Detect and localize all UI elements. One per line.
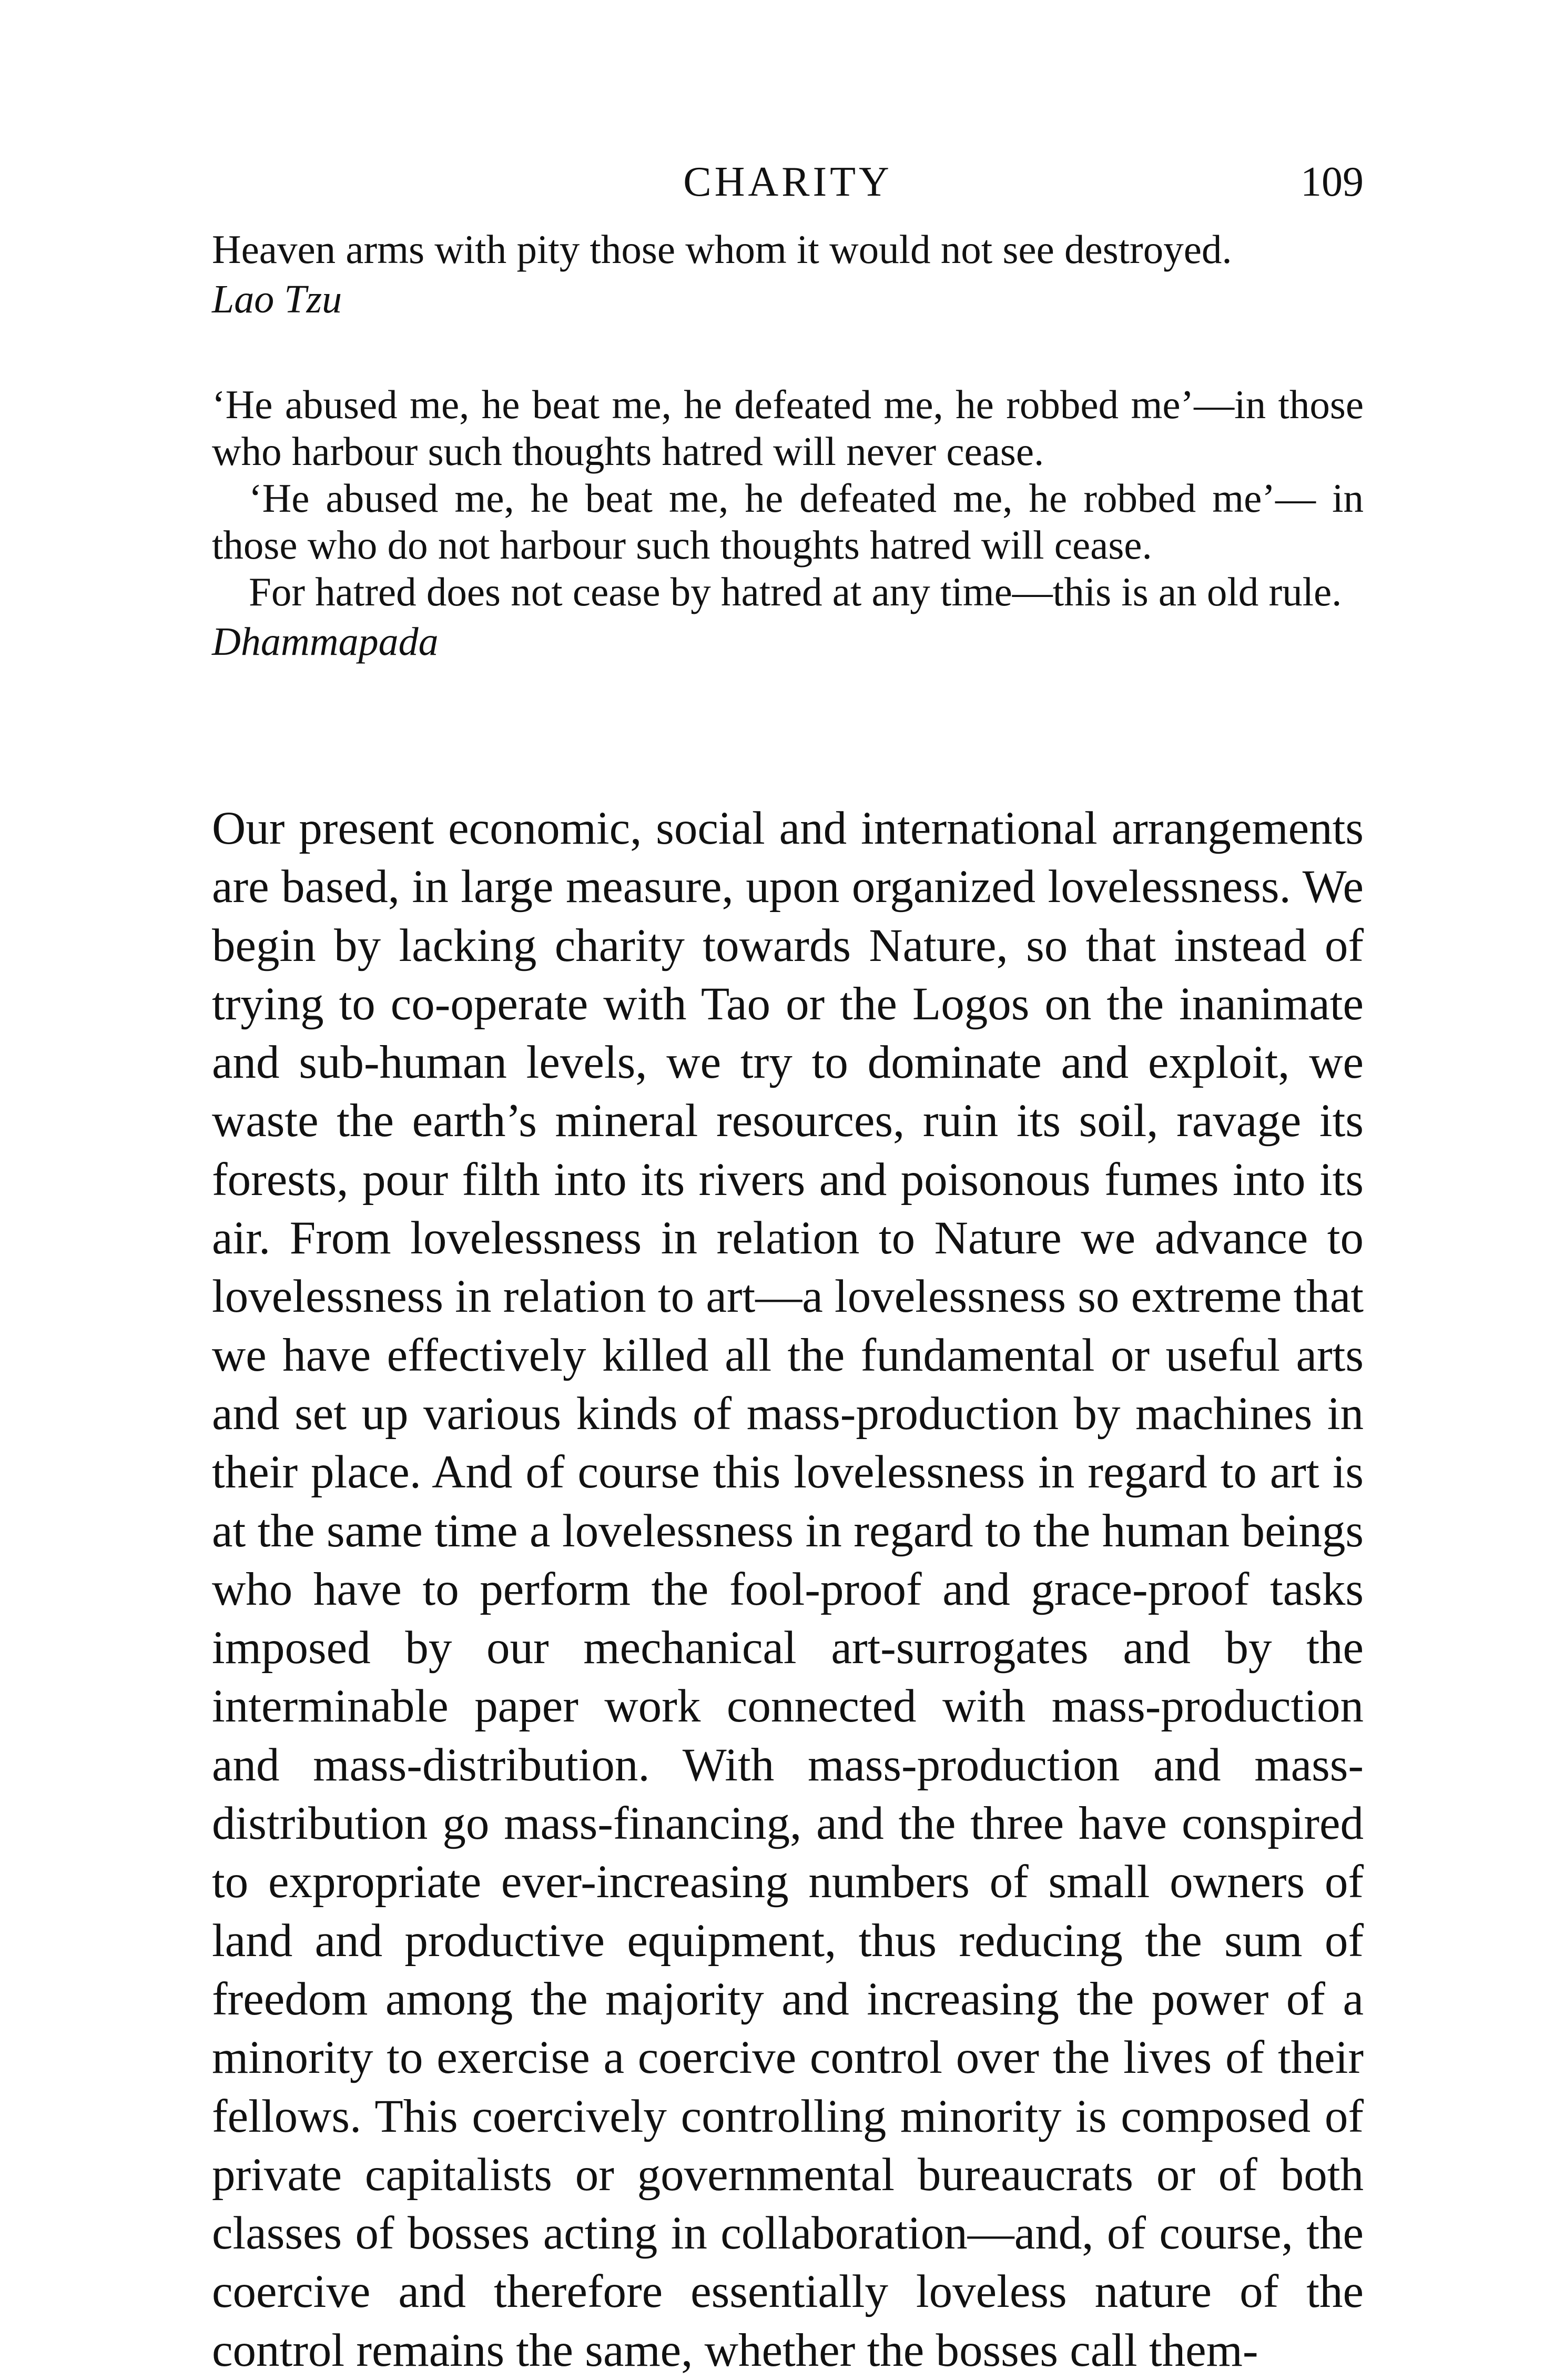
epigraph-text: ‘He abused me, he beat me, he defeated me, he robbed me’—in those who harbour such thoughts hatred will never cease. <box>212 382 1364 474</box>
epigraph-text: ‘He abused me, he beat me, he defeated me, he robbed me’— in those who do not harbour such thoughts hatred will cease. <box>212 475 1364 568</box>
epigraph-dhammapada <box>212 381 1364 668</box>
chapter-title: CHARITY <box>683 159 892 205</box>
epigraph-lao-tzu <box>212 226 1364 326</box>
running-head <box>212 156 1364 214</box>
epigraph-attribution: Dhammapada <box>212 620 439 664</box>
epigraph-text: For hatred does not cease by hatred at any time—this is an old rule. <box>249 569 1342 614</box>
epigraph-text: Heaven arms with pity those whom it would not see destroyed. <box>212 227 1232 272</box>
body-paragraph: Our present economic, social and international arrangements are based, in large measure, upon organized lovelessness. We begin by lacking charity towards Nature, so that instead of trying to co-operate with Tao or the Logos on the inanimate and sub-human levels, we try to dominate and exploit, we waste the earth’s mineral resources, ruin its soil, ravage its forests, pour filth into its rivers and poisonous fumes into its air. From lovelessness in relation to Nature we advance to lovelessness in relation to art—a lovelessness so extreme that we have effectively killed all the fundamental or useful arts and set up various kinds of mass-production by machines in their place. And of course this lovelessness in regard to art is at the same time a lovelessness in regard to the human beings who have to perform the fool-proof and grace-proof tasks imposed by our mechanical art-surrogates and by the interminable paper work connected with mass-production and mass-distribution. With mass-production and mass-distribution go mass-financing, and the three have conspired to expropriate ever-increasing numbers of small owners of land and productive equipment, thus reducing the sum of freedom among the majority and increasing the power of a minority to exercise a coercive control over the lives of their fellows. This coercively controlling minority is composed of private capitalists or governmental bureaucrats or of both classes of bosses acting in collaboration—and, of course, the coercive and therefore essentially loveless nature of the control remains the same, whether the bosses call them- <box>212 803 1364 2376</box>
page-number: 109 <box>1301 159 1364 205</box>
epigraph-attribution: Lao Tzu <box>212 277 342 321</box>
